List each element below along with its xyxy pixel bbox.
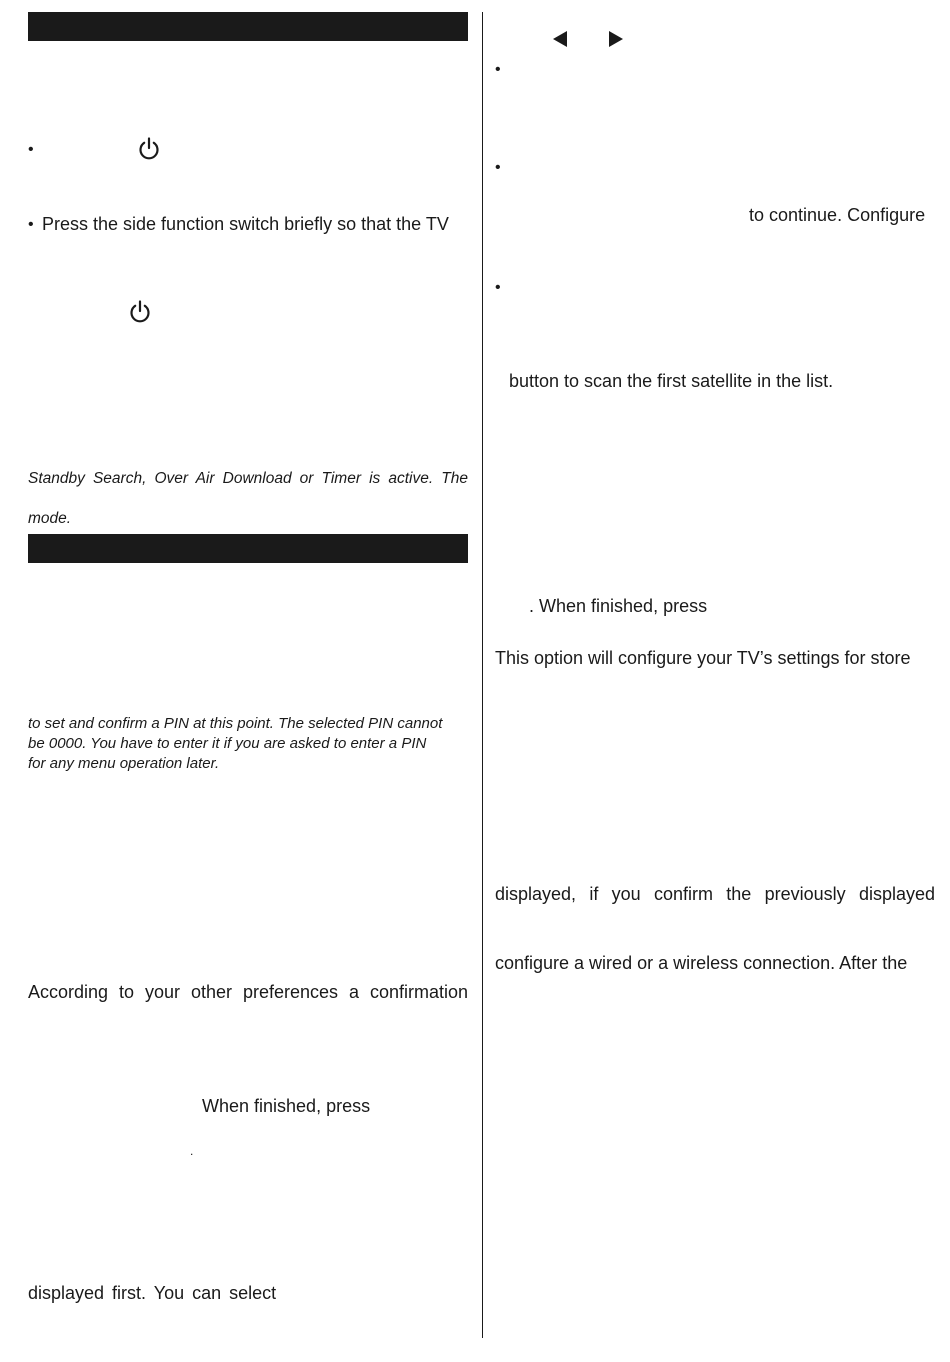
standby-power-icon bbox=[127, 299, 153, 325]
pin-note-line: to set and confirm a PIN at this point. The selected PIN cannot bbox=[28, 715, 443, 732]
left-arrow-icon bbox=[553, 31, 567, 47]
when-finished-text: . When finished, press bbox=[529, 596, 708, 616]
confirm-text: displayed, if you confirm the previously displayed bbox=[495, 884, 935, 904]
standby-note-line: Standby Search, Over Air Download or Timer is active. The bbox=[28, 470, 468, 487]
scan-text: button to scan the first satellite in the list. bbox=[509, 371, 834, 391]
continue-text: to continue. Configure bbox=[749, 205, 926, 225]
wired-wireless-text: configure a wired or a wireless connection. After the bbox=[495, 953, 908, 973]
bullet: • bbox=[495, 159, 501, 176]
preferences-text: According to your other preferences a confirmation bbox=[28, 982, 468, 1002]
pin-note-line: for any menu operation later. bbox=[28, 755, 220, 772]
bullet: • bbox=[28, 216, 34, 233]
displayed-first-text: displayed first. You can select bbox=[28, 1283, 277, 1303]
period-mark: . bbox=[190, 1144, 194, 1158]
pin-note-line: be 0000. You have to enter it if you are asked to enter a PIN bbox=[28, 735, 427, 752]
bullet: • bbox=[495, 61, 501, 78]
standby-note-line: mode. bbox=[28, 510, 72, 527]
section-header-bar bbox=[28, 534, 468, 563]
store-mode-text: This option will configure your TV’s settings for store bbox=[495, 648, 911, 668]
side-switch-text: Press the side function switch briefly so that the TV bbox=[42, 214, 449, 234]
when-finished-text: When finished, press bbox=[202, 1096, 371, 1116]
standby-power-icon bbox=[136, 136, 162, 162]
column-divider bbox=[482, 12, 483, 1338]
bullet: • bbox=[28, 141, 34, 158]
section-header-bar bbox=[28, 12, 468, 41]
bullet: • bbox=[495, 279, 501, 296]
right-arrow-icon bbox=[609, 31, 623, 47]
